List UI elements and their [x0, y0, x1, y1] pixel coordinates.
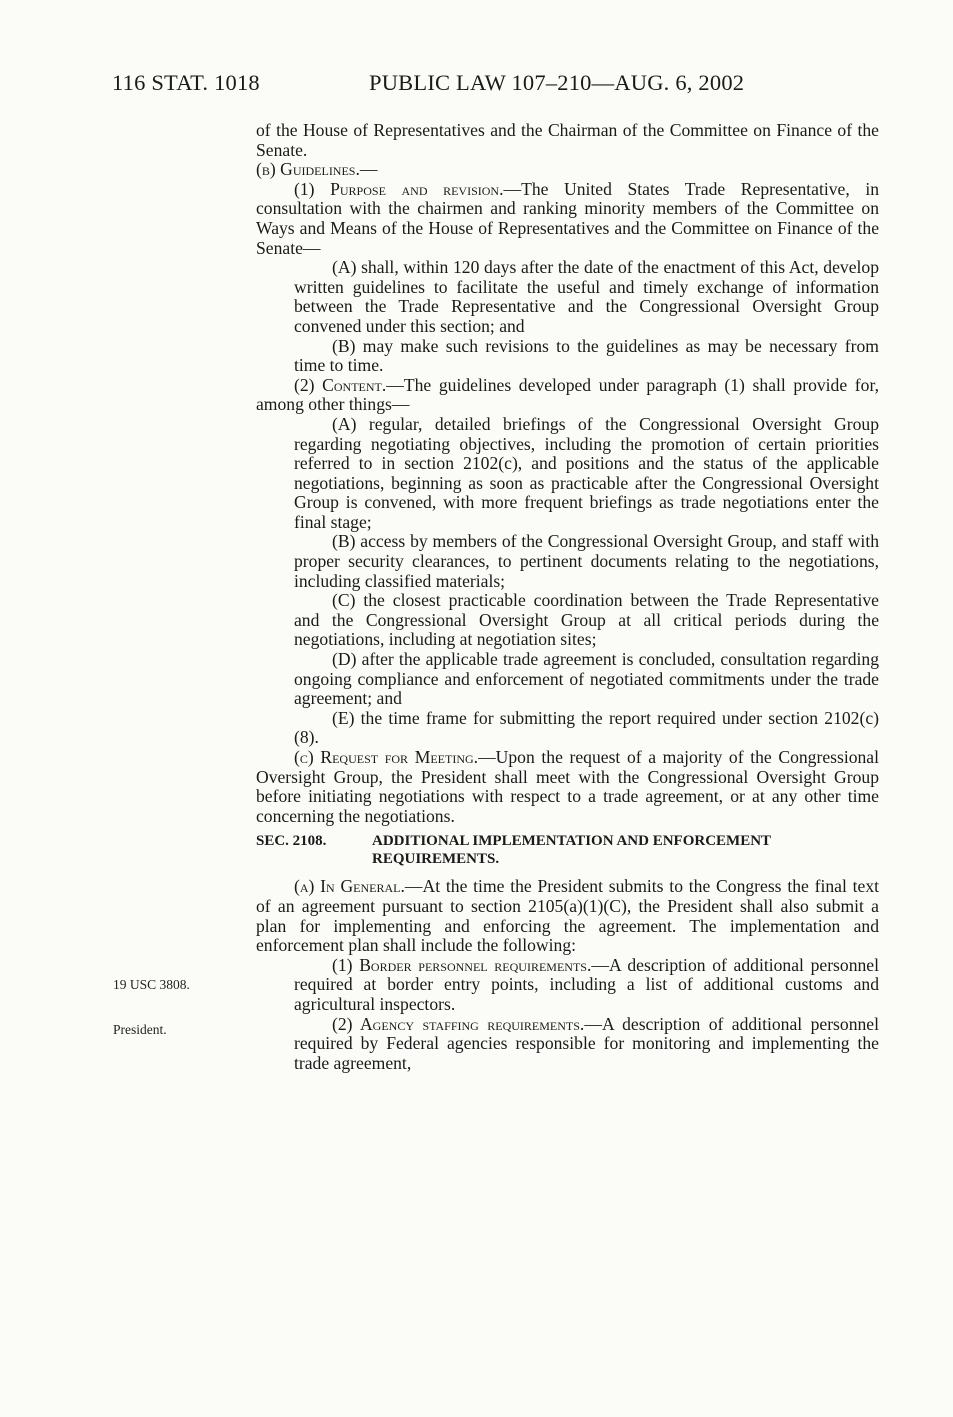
paragraph-b2: [256, 376, 879, 415]
paragraph-b2-text: —The guidelines developed under paragraph (1) shall provide for, among other things—: [256, 374, 879, 415]
body-text: [256, 121, 879, 1073]
clause-b2-D: (D) after the applicable trade agreement is concluded, consultation regarding ongoing compliance and enforcement of negotiated commitments under the trade agreement; and: [294, 649, 879, 709]
paragraph-a1-text: —A description of additional personnel required at border entry points, including a list of additional customs and agricultural inspectors.: [294, 954, 879, 1014]
paragraph-a2-text: —A description of additional personnel required by Federal agencies responsible for monitoring and implementing the trade agreement,: [294, 1013, 879, 1073]
margin-note-usc: 19 USC 3808.: [113, 977, 190, 992]
paragraph-b1: [256, 180, 879, 258]
section-title: ADDITIONAL IMPLEMENTATION AND ENFORCEMENT REQUIREMENTS.: [372, 833, 771, 868]
statute-page-reference: 116 STAT. 1018: [112, 70, 260, 95]
paragraph-a2: [256, 1015, 879, 1074]
paragraph-b1-heading: (1) Purpose and revision.: [294, 178, 504, 199]
subsection-a-heading: (a) In General.: [294, 876, 405, 897]
clause-b2-B: (B) access by members of the Congressional Oversight Group, and staff with proper security clearances, to pertinent documents relating to the negotiations, including classified materials;: [294, 531, 879, 591]
clause-b2-A: (A) regular, detailed briefings of the Congressional Oversight Group regarding negotiating objectives, including the promotion of certain priorities referred to in section 2102(c), and positions and the status of the applicable negotiations, beginning as soon as practicable after the Congressional Oversight Group is convened, with more frequent briefings as trade negotiations enter the final stage;: [294, 413, 879, 532]
section-heading: [256, 832, 879, 868]
paragraph-a1: [256, 956, 879, 1015]
clause-b2-C: (C) the closest practicable coordination between the Trade Representative and the Congressional Oversight Group at all critical periods during the negotiations, including at negotiation sites;: [294, 590, 879, 650]
subsection-a-text: —At the time the President submits to the Congress the final text of an agreement pursuant to section 2105(a)(1)(C), the President shall also submit a plan for implementing and enforcing the agreement. The implementation and enforcement plan shall include the following:: [256, 876, 880, 956]
paragraph-continuation: of the House of Representatives and the Chairman of the Committee on Finance of the Senate.: [256, 120, 879, 160]
margin-note-president: President.: [113, 1022, 167, 1037]
subsection-b-heading: (b) Guidelines.—: [256, 159, 378, 180]
clause-b2-E: (E) the time frame for submitting the report required under section 2102(c)(8).: [294, 707, 879, 748]
subsection-c-text: —Upon the request of a majority of the Congressional Oversight Group, the President shall meet with the Congressional Oversight Group before initiating negotiations with respect to a trade agreement, or at any other time concerning the negotiations.: [256, 747, 879, 826]
paragraph-b2-heading: (2) Content.: [294, 374, 387, 395]
section-number: SEC. 2108.: [256, 833, 327, 850]
paragraph-b1-text: —The United States Trade Representative, in consultation with the chairmen and ranking minority members of the Committee on Ways and Means of the House of Representatives and the Committee on Finance of the Senate—: [256, 178, 879, 258]
clause-b1-A: (A) shall, within 120 days after the date of the enactment of this Act, develop written guidelines to facilitate the useful and timely exchange of information between the Trade Representative and the Congressional Oversight Group convened under this section; and: [294, 257, 879, 336]
subsection-c-heading: (c) Request for Meeting.: [294, 747, 479, 767]
paragraph-a2-heading: (2) Agency staffing requirements.: [332, 1013, 585, 1034]
subsection-a: [256, 877, 879, 955]
running-header: PUBLIC LAW 107–210—AUG. 6, 2002: [369, 70, 745, 95]
paragraph-a1-heading: (1) Border personnel requirements.: [332, 954, 592, 975]
subsection-c: [256, 748, 879, 826]
clause-b1-B: (B) may make such revisions to the guidelines as may be necessary from time to time.: [294, 335, 879, 376]
